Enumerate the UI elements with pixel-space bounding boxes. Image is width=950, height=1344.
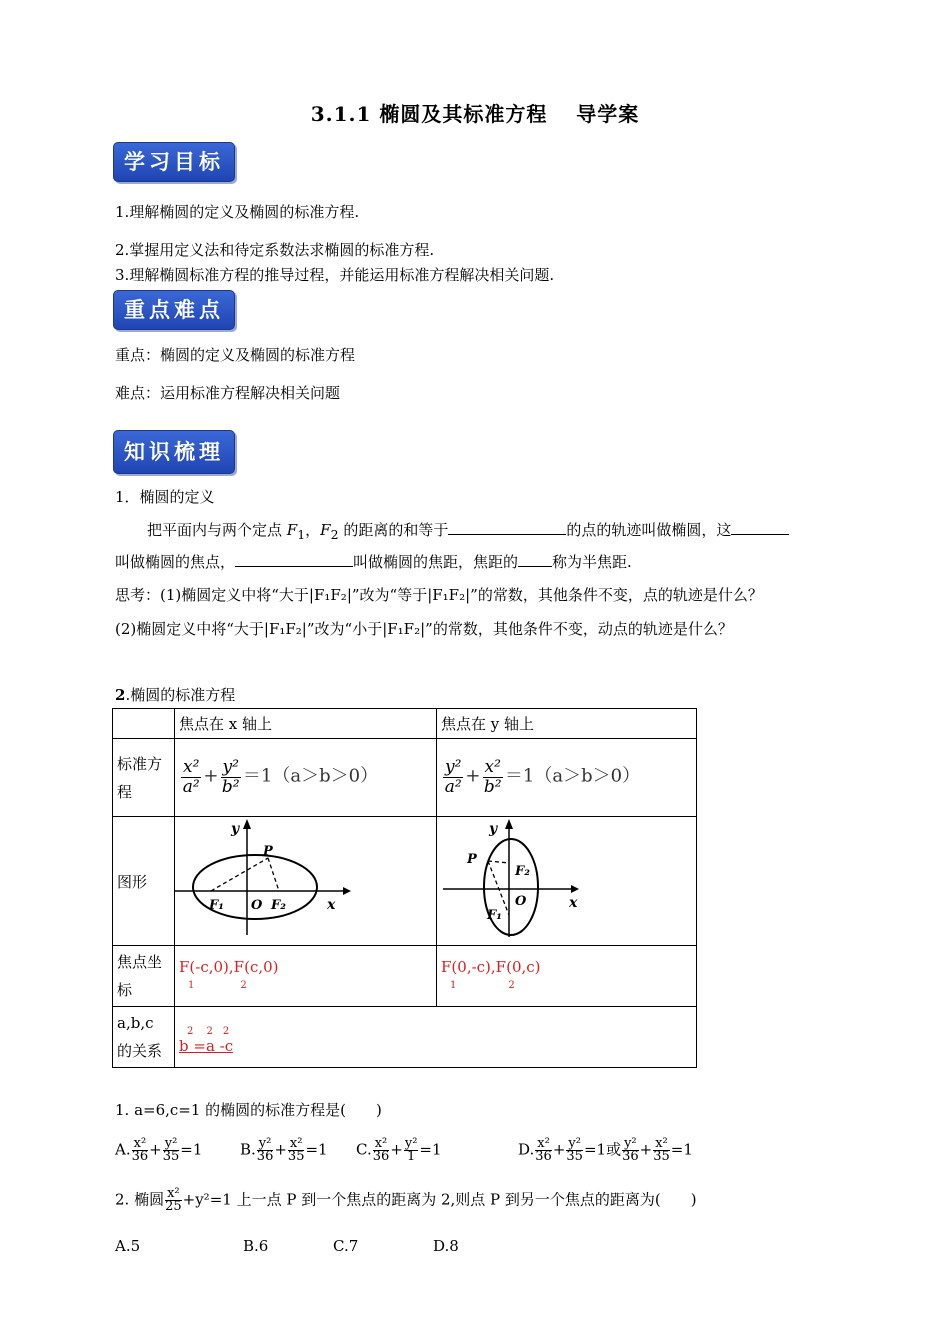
focus-coords-x: F(-c,0),F(c,0) 1 2 [175, 946, 437, 1007]
standard-equation-table [112, 708, 697, 1068]
q2-option-d[interactable]: D.8 [433, 1237, 459, 1255]
difficult-point: 难点：运用标准方程解决相关问题 [115, 384, 341, 402]
label-y: y [231, 821, 240, 837]
abc-relation: 2 2 2 b =a -c [175, 1007, 697, 1068]
section-badge-knowledge: 知识梳理 [113, 430, 235, 474]
col-header-x: 焦点在 x 轴上 [175, 709, 437, 739]
label-x: x [569, 895, 578, 911]
goal-item: 2.掌握用定义法和待定系数法求椭圆的标准方程. [115, 241, 435, 259]
focus-coords-y: F(0,-c),F(0,c) 1 2 [437, 946, 697, 1007]
question-2: 2. 椭圆 $\frac{\text{x²}}{25}$ +y²=1 上一点 P 到一个焦点的距离为 2,则点 P 到另一个焦点的距离为( ) [115, 1186, 697, 1214]
label-f1: F₁ [209, 898, 224, 913]
row-header-relation: a,b,c 的关系 [113, 1007, 175, 1068]
y-axis-arrow [505, 819, 513, 829]
standard-heading: 2.椭圆的标准方程 [115, 686, 236, 704]
q1-option-d[interactable]: D. $\frac{\text{x²}}{36}$ + $\frac{\text{y²}}{35}$ =1或 $\frac{\text{y²}}{36}$ + $\frac{\text{x²}}{35}$ =1 [518, 1136, 693, 1164]
dashed-line-pf1 [488, 861, 509, 915]
x-axis-arrow [571, 885, 579, 893]
col-header-y: 焦点在 y 轴上 [437, 709, 697, 739]
q1-option-b[interactable]: B. $\frac{\text{y²}}{36}$ + $\frac{\text{x²}}{35}$ =1 [240, 1136, 328, 1164]
x-axis-arrow [343, 887, 351, 895]
equation-x: $\frac{\text{x²}}{\text{a²}}$ + $\frac{\text{y²}}{\text{b²}}$ ＝1（a＞b＞0） [175, 739, 437, 817]
label-f2: F₂ [515, 864, 530, 879]
ellipse-y-figure [437, 817, 693, 941]
label-y: y [489, 821, 498, 837]
dashed-line-pf1 [211, 858, 268, 891]
row-header-figure: 图形 [113, 817, 175, 946]
ellipse-x-figure [175, 817, 433, 941]
q2-option-b[interactable]: B.6 [243, 1237, 269, 1255]
y-axis-arrow [243, 819, 251, 829]
row-header-focus: 焦点坐标 [113, 946, 175, 1007]
page-title: 3.1.1 椭圆及其标准方程 导学案 [310, 102, 640, 126]
definition-paragraph-2: 叫做椭圆的焦点， 叫做椭圆的焦距，焦距的 称为半焦距. [115, 553, 632, 571]
dashed-line-pf2 [488, 861, 509, 863]
fill-blank[interactable] [518, 566, 552, 567]
label-p: P [263, 844, 273, 859]
label-x: x [327, 897, 336, 913]
row-header-equation: 标准方程 [113, 739, 175, 817]
think-question-2: (2)椭圆定义中将“大于|F₁F₂|”改为“小于|F₁F₂|”的常数，其他条件不变，动点的轨迹是什么？ [115, 620, 733, 638]
definition-paragraph-1: 把平面内与两个定点 $F_1$，$F_2$ 的距离的和等于 的点的轨迹叫做椭圆，这 [147, 519, 789, 542]
q2-option-c[interactable]: C.7 [333, 1237, 359, 1255]
dashed-line-pf2 [268, 858, 279, 891]
label-f1: F₁ [487, 908, 502, 923]
q1-option-c[interactable]: C. $\frac{\text{x²}}{36}$ + $\frac{\text{y²}}{1}$ =1 [356, 1136, 442, 1164]
section-badge-goals: 学习目标 [113, 142, 235, 182]
figure-x [175, 817, 437, 946]
label-o: O [251, 898, 263, 913]
q2-option-a[interactable]: A.5 [115, 1237, 141, 1255]
definition-heading: 1．椭圆的定义 [115, 488, 215, 506]
key-point: 重点：椭圆的定义及椭圆的标准方程 [115, 346, 356, 364]
label-f2: F₂ [271, 898, 286, 913]
q1-option-a[interactable]: A. $\frac{\text{x²}}{36}$ + $\frac{\text{y²}}{35}$ =1 [115, 1136, 203, 1164]
equation-y: $\frac{\text{y²}}{\text{a²}}$ + $\frac{\text{x²}}{\text{b²}}$ ＝1（a＞b＞0） [437, 739, 697, 817]
fill-blank[interactable] [731, 534, 789, 535]
think-question-1: 思考：(1)椭圆定义中将“大于|F₁F₂|”改为“等于|F₁F₂|”的常数，其他条件不变，点的轨迹是什么？ [115, 586, 763, 604]
fill-blank[interactable] [235, 566, 353, 567]
question-1: 1. a=6,c=1 的椭圆的标准方程是( ) [115, 1101, 382, 1119]
label-o: O [515, 894, 527, 909]
goal-item: 1.理解椭圆的定义及椭圆的标准方程. [115, 203, 360, 221]
table-corner [113, 709, 175, 739]
label-p: P [467, 852, 477, 867]
goal-item: 3.理解椭圆标准方程的推导过程，并能运用标准方程解决相关问题. [115, 266, 555, 284]
section-badge-focus: 重点难点 [113, 290, 235, 330]
fill-blank[interactable] [448, 534, 566, 535]
figure-y [437, 817, 697, 946]
